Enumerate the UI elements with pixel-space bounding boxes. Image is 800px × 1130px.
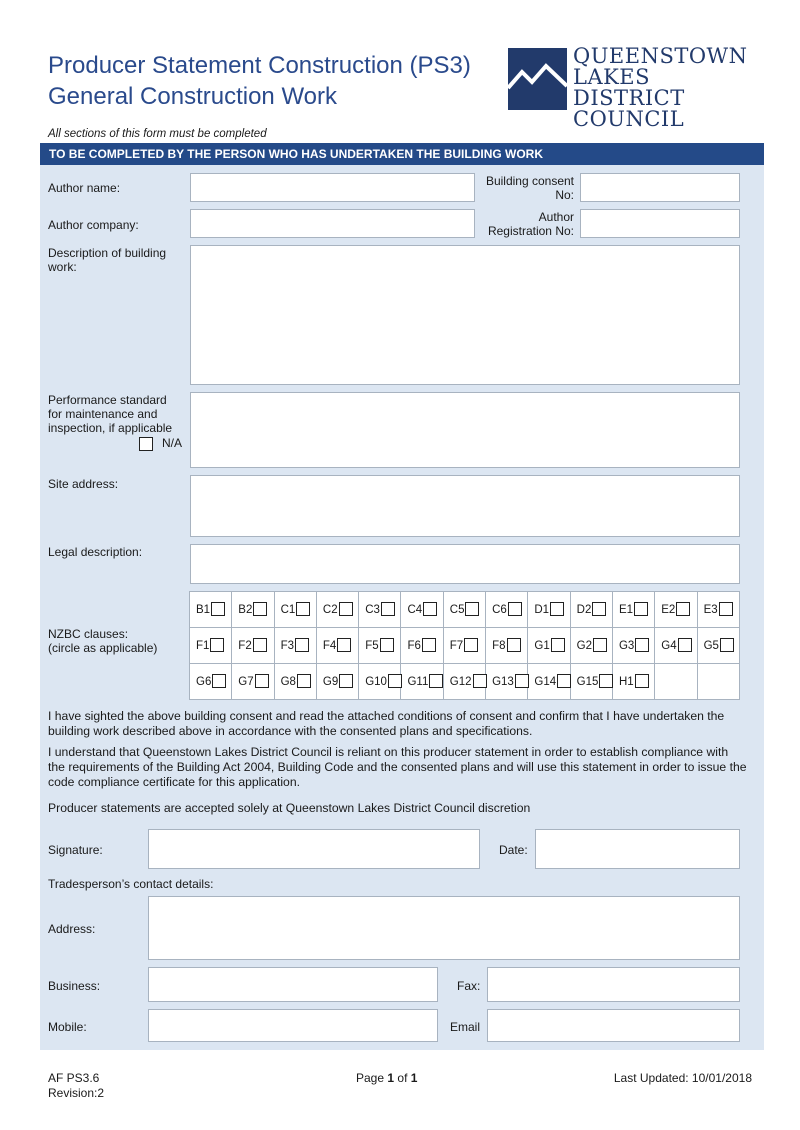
clause-cell-g4 (655, 628, 697, 664)
business-label: Business: (48, 979, 101, 993)
page-number: Page 1 of 1 (356, 1071, 418, 1085)
mobile-input[interactable] (148, 1009, 438, 1042)
clause-checkbox-e1[interactable] (634, 602, 648, 616)
clause-checkbox-d1[interactable] (550, 602, 564, 616)
author-registration-label: Author Registration No: (487, 210, 574, 238)
sighted-statement: I have sighted the above building consent and read the attached conditions of consent and confirm that I have undertaken the building work described above in accordance with the consented plans and specifications. (48, 709, 725, 738)
fax-label: Fax: (457, 979, 481, 993)
clause-cell-c4 (401, 592, 443, 628)
clause-code: C2 (322, 603, 338, 616)
clause-cell-c5 (443, 592, 485, 628)
site-address-label: Site address: (48, 477, 119, 491)
signature-label: Signature: (48, 843, 103, 857)
clause-checkbox-g5[interactable] (720, 638, 734, 652)
clause-checkbox-g13[interactable] (515, 674, 529, 688)
completion-note: All sections of this form must be completed (48, 128, 267, 140)
performance-standard-label: Performance standard for maintenance and inspection, if applicable (48, 393, 173, 435)
clause-checkbox-c1[interactable] (296, 602, 310, 616)
clause-code: G8 (280, 675, 296, 688)
clause-checkbox-g9[interactable] (339, 674, 353, 688)
clause-cell-g12 (443, 664, 485, 700)
clause-cell-g15 (570, 664, 612, 700)
clause-code: C1 (280, 603, 296, 616)
clause-cell-g9 (316, 664, 358, 700)
clause-checkbox-g14[interactable] (557, 674, 571, 688)
clause-cell-c2 (316, 592, 358, 628)
clause-checkbox-f7[interactable] (464, 638, 478, 652)
na-label: N/A (162, 436, 183, 450)
email-input[interactable] (487, 1009, 740, 1042)
clause-row (190, 628, 740, 664)
clause-code: E2 (661, 603, 676, 616)
clause-checkbox-g15[interactable] (599, 674, 613, 688)
clause-cell-b2 (232, 592, 274, 628)
site-address-input[interactable] (190, 475, 740, 537)
clause-checkbox-f6[interactable] (422, 638, 436, 652)
clause-code: C6 (492, 603, 507, 616)
clause-code: F6 (407, 639, 421, 652)
clause-code: G4 (661, 639, 677, 652)
mountain-logo-icon (508, 48, 567, 110)
clause-checkbox-g4[interactable] (678, 638, 692, 652)
clause-checkbox-g1[interactable] (551, 638, 565, 652)
clause-cell-f5 (359, 628, 401, 664)
clause-code: D2 (576, 603, 592, 616)
clause-cell-g7 (232, 664, 274, 700)
clause-cell-d2 (570, 592, 612, 628)
clause-checkbox-b2[interactable] (253, 602, 267, 616)
logo-wordmark: QUEENSTOWN LAKES DISTRICT COUNCIL (573, 44, 748, 131)
business-input[interactable] (148, 967, 438, 1002)
clause-code: G11 (407, 675, 429, 688)
address-label: Address: (48, 922, 96, 936)
clause-checkbox-g11[interactable] (429, 674, 443, 688)
clause-code: G3 (618, 639, 635, 652)
clause-code: E1 (618, 603, 634, 616)
clause-cell-h1 (612, 664, 654, 700)
clause-cell-f6 (401, 628, 443, 664)
clause-cell-e2 (655, 592, 697, 628)
performance-standard-input[interactable] (190, 392, 740, 468)
clause-code: E3 (703, 603, 718, 616)
clause-checkbox-e2[interactable] (676, 602, 690, 616)
form-code: AF PS3.6 Revision:2 (48, 1071, 105, 1100)
building-consent-input[interactable] (580, 173, 740, 202)
clause-cell-b1 (190, 592, 232, 628)
clause-cell-e1 (612, 592, 654, 628)
clause-code: G14 (534, 675, 557, 688)
clause-cell-f3 (274, 628, 316, 664)
clause-checkbox-c3[interactable] (381, 602, 395, 616)
na-checkbox[interactable] (139, 435, 153, 453)
clause-checkbox-g12[interactable] (473, 674, 487, 688)
clause-cell-g8 (274, 664, 316, 700)
clause-checkbox-d2[interactable] (592, 602, 606, 616)
address-input[interactable] (148, 896, 740, 960)
clause-cell-g14 (528, 664, 570, 700)
clause-code: D1 (534, 603, 550, 616)
description-input[interactable] (190, 245, 740, 385)
mobile-label: Mobile: (48, 1020, 87, 1034)
reliance-statement: I understand that Queenstown Lakes District Council is reliant on this producer statement in order to establish compliance with the requirements of the Building Act 2004, Building Code and the consented plans and will use this statement in order to issue the code compliance certificate for this application. (48, 745, 747, 789)
clause-cell-g1 (528, 628, 570, 664)
email-label: Email (450, 1020, 481, 1034)
clause-cell-f1 (190, 628, 232, 664)
page-title (48, 50, 471, 112)
author-company-label: Author company: (48, 218, 139, 232)
clause-code: G2 (576, 639, 593, 652)
fax-input[interactable] (487, 967, 740, 1002)
clause-checkbox-g7[interactable] (255, 674, 269, 688)
clause-code: F8 (492, 639, 506, 652)
clause-cell-d1 (528, 592, 570, 628)
clause-code: F7 (449, 639, 464, 652)
clause-cell-empty (697, 664, 739, 700)
clause-checkbox-c6[interactable] (508, 602, 522, 616)
legal-description-label: Legal description: (48, 545, 143, 559)
clause-row (190, 592, 740, 628)
clause-code: G12 (449, 675, 472, 688)
clause-cell-g5 (697, 628, 739, 664)
clause-checkbox-f4[interactable] (337, 638, 351, 652)
discretion-statement: Producer statements are accepted solely at Queenstown Lakes District Council discretion (48, 801, 531, 815)
title-line-1: Producer Statement Construction (PS3) (48, 52, 471, 79)
clause-code: F1 (196, 639, 210, 652)
description-label: Description of building work: (48, 246, 167, 274)
date-input[interactable] (535, 829, 740, 869)
clause-cell-g10 (359, 664, 401, 700)
clause-checkbox-f2[interactable] (253, 638, 267, 652)
clause-checkbox-c2[interactable] (339, 602, 353, 616)
legal-description-input[interactable] (190, 544, 740, 584)
date-label: Date: (499, 843, 528, 857)
council-logo (508, 44, 758, 131)
clause-code: F5 (365, 639, 379, 652)
clause-code: F2 (238, 639, 252, 652)
clause-checkbox-g3[interactable] (635, 638, 649, 652)
clause-checkbox-e3[interactable] (719, 602, 733, 616)
clause-checkbox-h1[interactable] (635, 674, 649, 688)
clause-code: G9 (322, 675, 339, 688)
clause-checkbox-g10[interactable] (388, 674, 402, 688)
clause-cell-f7 (443, 628, 485, 664)
contact-details-heading: Tradesperson’s contact details: (48, 877, 214, 891)
clause-checkbox-c4[interactable] (423, 602, 437, 616)
clause-code: F3 (280, 639, 295, 652)
clause-code: G6 (196, 675, 212, 688)
author-name-input[interactable] (190, 173, 475, 202)
clause-code: F4 (322, 639, 337, 652)
clause-code: C5 (449, 603, 465, 616)
clause-checkbox-b1[interactable] (211, 602, 225, 616)
clause-code: C3 (365, 603, 380, 616)
clause-cell-g13 (486, 664, 528, 700)
signature-input[interactable] (148, 829, 480, 869)
clause-code: G10 (365, 675, 387, 688)
author-name-label: Author name: (48, 181, 121, 195)
clause-checkbox-g2[interactable] (593, 638, 607, 652)
clause-cell-g2 (570, 628, 612, 664)
clause-code: G13 (492, 675, 514, 688)
clause-code: H1 (618, 675, 634, 688)
clause-cell-f2 (232, 628, 274, 664)
clause-code: B1 (196, 603, 211, 616)
clause-code: G5 (703, 639, 719, 652)
building-consent-label: Building consent No: (485, 174, 574, 202)
nzbc-clause-grid (189, 591, 740, 700)
clause-checkbox-c5[interactable] (465, 602, 479, 616)
section-header-bar: TO BE COMPLETED BY THE PERSON WHO HAS UNDERTAKEN THE BUILDING WORK (40, 143, 764, 165)
clause-code: G7 (238, 675, 254, 688)
clause-cell-g3 (612, 628, 654, 664)
clause-cell-g6 (190, 664, 232, 700)
clause-checkbox-g6[interactable] (212, 674, 226, 688)
clause-code: B2 (238, 603, 253, 616)
clause-checkbox-f1[interactable] (210, 638, 224, 652)
nzbc-clauses-label: NZBC clauses: (circle as applicable) (48, 627, 158, 655)
title-line-2: General Construction Work (48, 83, 338, 110)
clause-checkbox-g8[interactable] (297, 674, 311, 688)
clause-cell-c1 (274, 592, 316, 628)
author-registration-input[interactable] (580, 209, 740, 238)
author-company-input[interactable] (190, 209, 475, 238)
clause-code: C4 (407, 603, 423, 616)
clause-code: G15 (576, 675, 599, 688)
clause-checkbox-f8[interactable] (507, 638, 521, 652)
clause-cell-f8 (486, 628, 528, 664)
clause-cell-empty (655, 664, 697, 700)
clause-row (190, 664, 740, 700)
clause-checkbox-f5[interactable] (380, 638, 394, 652)
clause-cell-c6 (486, 592, 528, 628)
clause-cell-f4 (316, 628, 358, 664)
clause-checkbox-f3[interactable] (295, 638, 309, 652)
last-updated: Last Updated: 10/01/2018 (613, 1071, 752, 1085)
clause-cell-e3 (697, 592, 739, 628)
clause-code: G1 (534, 639, 550, 652)
clause-cell-g11 (401, 664, 443, 700)
clause-cell-c3 (359, 592, 401, 628)
